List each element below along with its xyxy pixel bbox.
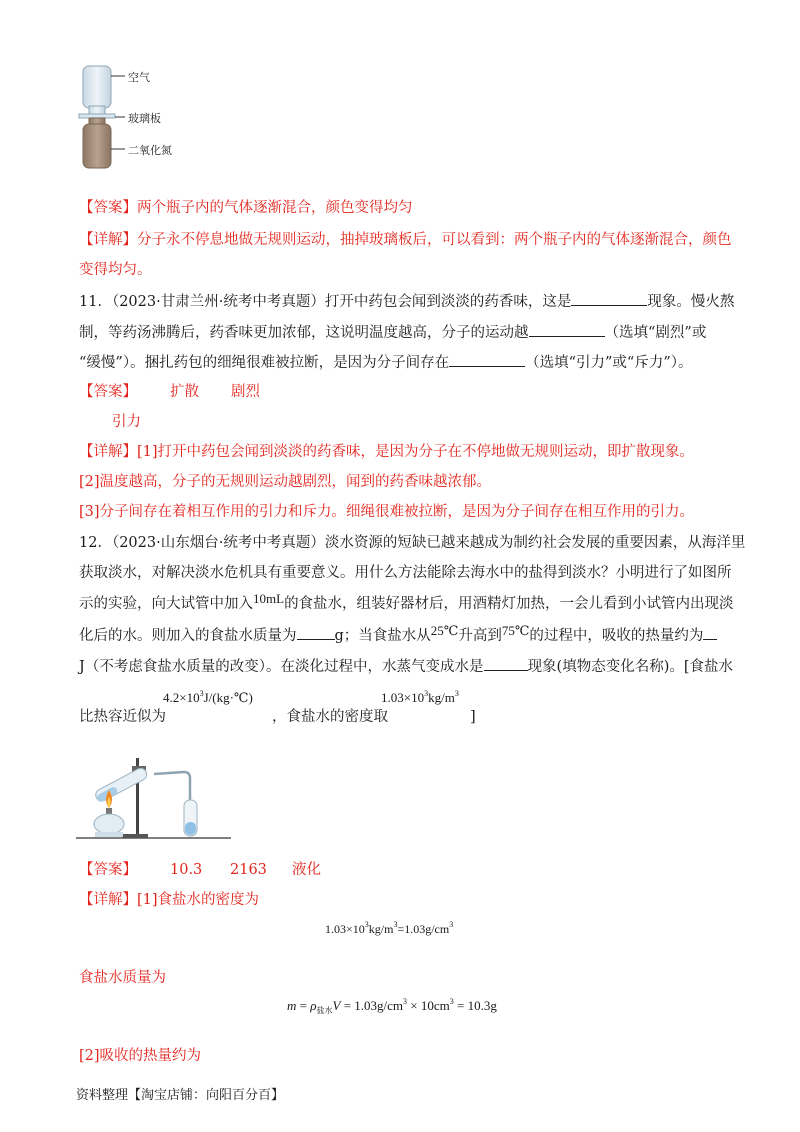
q11-line2 [79,322,706,343]
q11-text-3b: （选填“引力”或“斥力”）。 [525,355,693,371]
q12-density: $1.03\times 10^3kg/m^3$ [381,689,459,705]
q11-detail-1: 【详解】[1]打开中药包会闻到淡淡的药香味，是因为分子在不停地做无规则运动，即扩散现象。 [79,444,695,460]
q12-line5 [79,656,733,677]
q12-line2: 获取淡水，对解决淡水危机具有重要意义。用什么方法能除去海水中的盐得到淡水？小明进行了如图所 [79,565,732,581]
q12-blank-phase [484,656,528,671]
q12-text-5b: 现象(填物态变化名称)。[食盐水 [527,659,734,675]
q12-line3 [79,591,734,614]
distillation-apparatus-diagram [76,752,236,842]
q12-line4 [79,625,717,646]
label-glass-plate: 玻璃板 [128,112,161,125]
q12-text-4a: 化后的水。则加入的食盐水质量为 [79,628,297,644]
q12-line6 [79,707,166,727]
q11-detail-3: [3]分子间存在着相互作用的引力和斥力。细绳很难被拉断，是因为分子间存在相互作用的引力。 [79,504,695,520]
distillation-figure [76,752,236,842]
q11-text-3a: “缓慢”）。捆扎药包的细绳很难被拉断，是因为分子间存在 [79,355,450,371]
q10-detail-line1: 【详解】分子永不停息地做无规则运动，抽掉玻璃板后，可以看到：两个瓶子内的气体逐渐混合，颜色 [79,232,732,248]
q11-detail-2: [2]温度越高，分子的无规则运动越剧烈，闻到的药香味越浓郁。 [79,474,492,490]
q12-heat-label: [2]吸收的热量约为 [79,1048,202,1064]
q12-text-4b: g；当食盐水从 [334,628,431,644]
q12-specific-heat: $4.2\times 10^3J/(kg\cdot℃)$ [163,689,253,705]
q12-text-5a: J（不考虑食盐水质量的改变）。在淡化过程中，水蒸气变成水是 [79,659,484,675]
q12-text-3a: 示的实验，向大试管中加入 [79,596,253,612]
q12-mass-label: 食盐水质量为 [79,970,166,986]
q11-answer-3: 引力 [112,414,141,430]
q12-answer-3: 液化 [292,862,321,878]
q11-answer-1: 扩散 [170,384,199,400]
q12-mass-formula: $m = \rho_{盐水}V = 1.03g/cm^3 \times 10cm^3 = 10.3g$ [287,997,497,1015]
q11-line1 [79,291,734,312]
q12-temp-end: 75℃ [501,623,530,638]
q12-temp-start: 25℃ [430,623,459,638]
q11-answer-label: 【答案】 [79,384,137,400]
q12-answer-1: 10.3 [170,862,203,878]
q12-answer-2: 2163 [230,862,267,878]
q12-blank-heat [703,625,717,640]
label-no2: 二氧化氮 [128,144,172,157]
q12-answer-label: 【答案】 [79,862,137,878]
q12-blank-mass [297,625,335,640]
q12-line1: 12．（2023·山东烟台·统考中考真题）淡水资源的短缺已越来越成为制约社会发展的重要因素，从海洋里 [79,535,746,551]
q10-answer: 【答案】两个瓶子内的气体逐渐混合，颜色变得均匀 [79,200,413,216]
q11-text-1b: 现象。慢火熬 [647,294,735,310]
q11-blank-2 [529,322,605,337]
diffusion-figure [70,60,210,175]
q10-detail-line2: 变得均匀。 [79,262,152,278]
q12-text-4d: 的过程中，吸收的热量约为 [529,628,704,644]
q11-text-2a: 制，等药汤沸腾后，药香味更加浓郁，这说明温度越高，分子的运动越 [79,325,529,341]
q12-text-3b: 的食盐水，组装好器材后，用酒精灯加热，一会儿看到小试管内出现淡 [284,596,734,612]
q11-answer-2: 剧烈 [231,384,260,400]
footer-source: 资料整理【淘宝店铺：向阳百分百】 [76,1088,285,1103]
q12-detail-intro: 【详解】[1]食盐水的密度为 [79,892,260,908]
q11-blank-1 [571,291,647,306]
label-air: 空气 [128,71,150,84]
q12-text-6c: ，食盐水的密度取 [272,709,388,725]
q11-text-1a: 11．（2023·甘肃兰州·统考中考真题）打开中药包会闻到淡淡的药香味，这是 [79,294,572,310]
q12-text-4c: 升高到 [458,628,502,644]
q11-text-2b: （选填“剧烈”或 [604,325,707,341]
q12-text-6e: ] [470,709,476,725]
q11-line3 [79,352,692,373]
q11-blank-3 [449,352,525,367]
q12-density-formula: $1.03\times 10^3kg/m^3=1.03g/cm^3$ [325,920,454,936]
q12-text-6a: 比热容近似为 [79,709,166,725]
q12-volume: 10mL [253,591,285,606]
